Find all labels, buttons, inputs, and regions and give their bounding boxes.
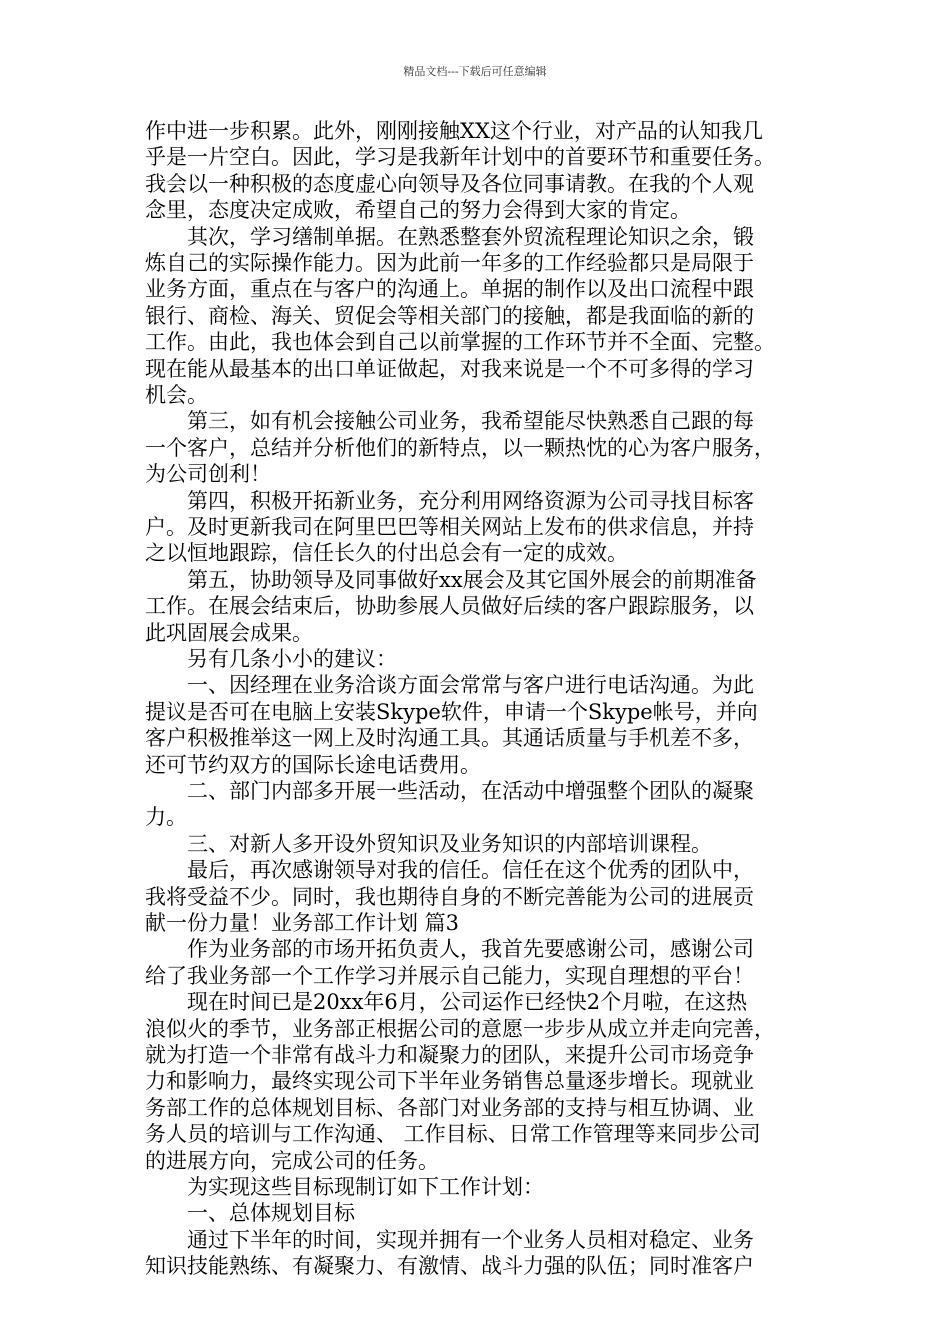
page-header: 精品文档---下载后可任意编辑 [403, 65, 547, 78]
text-line: 务部工作的总体规划目标、各部门对业务部的支持与相互协调、业 [145, 1095, 754, 1120]
text-line: 三、对新人多开设外贸知识及业务知识的内部培训课程。 [145, 831, 712, 856]
text-line: 为公司创利！ [145, 462, 271, 487]
text-line: 为实现这些目标现制订如下工作计划： [145, 1175, 544, 1199]
text-line: 乎是一片空白。因此，学习是我新年计划中的首要环节和重要任务。 [145, 145, 775, 170]
text-line: 力和影响力，最终实现公司下半年业务销售总量逐步增长。现就业 [145, 1069, 754, 1094]
text-line: 作中进一步积累。此外，刚刚接触XX这个行业，对产品的认知我几 [145, 119, 763, 143]
text-line: 献一份力量！业务部工作计划 篇3 [145, 911, 460, 935]
text-line: 作为业务部的市场开拓负责人，我首先要感谢公司，感谢公司 [145, 937, 754, 962]
text-line: 炼自己的实际操作能力。因为此前一年多的工作经验都只是局限于 [145, 251, 754, 275]
text-line: 务人员的培训与工作沟通、 工作目标、日常工作管理等来同步公司 [145, 1122, 761, 1147]
text-line: 最后，再次感谢领导对我的信任。信任在这个优秀的团队中， [145, 858, 754, 883]
text-line: 户。及时更新我司在阿里巴巴等相关网站上发布的供求信息，并持 [145, 515, 754, 539]
text-line: 一个客户，总结并分析他们的新特点，以一颗热忱的心为客户服务， [145, 435, 775, 460]
text-line: 知识技能熟练、有凝聚力、有激情、战斗力强的队伍；同时准客户 [145, 1254, 754, 1279]
text-line: 给了我业务部一个工作学习并展示自己能力，实现自理想的平台！ [145, 963, 754, 988]
text-line: 念里，态度决定成败，希望自己的努力会得到大家的肯定。 [145, 198, 691, 223]
text-line: 银行、商检、海关、贸促会等相关部门的接触，都是我面临的新的 [145, 303, 754, 328]
text-line: 机会。 [145, 383, 208, 407]
text-line: 现在时间已是20xx年6月，公司运作已经快2个月啦，在这热 [145, 990, 748, 1015]
text-line: 工作。在展会结束后，协助参展人员做好后续的客户跟踪服务，以 [145, 594, 754, 619]
text-line: 之以恒地跟踪，信任长久的付出总会有一定的成效。 [145, 541, 628, 566]
text-line: 另有几条小小的建议： [145, 647, 397, 671]
text-line: 我会以一种积极的态度虚心向领导及各位同事请教。在我的个人观 [145, 171, 754, 196]
text-line: 第四，积极开拓新业务，充分利用网络资源为公司寻找目标客 [145, 488, 754, 513]
text-line: 业务方面，重点在与客户的沟通上。单据的制作以及出口流程中跟 [145, 277, 754, 302]
text-line: 力。 [145, 805, 187, 830]
text-line: 二、部门内部多开展一些活动，在活动中增强整个团队的凝聚 [145, 779, 754, 803]
text-line: 一、总体规划目标 [145, 1201, 355, 1226]
text-line: 其次，学习缮制单据。在熟悉整套外贸流程理论知识之余，锻 [145, 224, 754, 249]
text-line: 通过下半年的时间，实现并拥有一个业务人员相对稳定、业务 [145, 1227, 754, 1252]
text-line: 一、因经理在业务洽谈方面会常常与客户进行电话沟通。为此 [145, 673, 754, 698]
text-line: 我将受益不少。同时，我也期待自身的不断完善能为公司的进展贡 [145, 884, 754, 909]
text-line: 第五，协助领导及同事做好xx展会及其它国外展会的前期准备 [145, 567, 757, 592]
text-line: 就为打造一个非常有战斗力和凝聚力的团队，来提升公司市场竞争 [145, 1043, 754, 1067]
text-line: 还可节约双方的国际长途电话费用。 [145, 752, 481, 777]
text-line: 的进展方向，完成公司的任务。 [145, 1148, 439, 1173]
text-line: 现在能从最基本的出口单证做起，对我来说是一个不可多得的学习 [145, 356, 754, 381]
text-line: 工作。由此，我也体会到自己以前掌握的工作环节并不全面、完整。 [145, 330, 775, 355]
text-line: 浪似火的季节，业务部正根据公司的意愿一步步从成立并走向完善， [145, 1016, 775, 1041]
text-line: 第三，如有机会接触公司业务，我希望能尽快熟悉自己跟的每 [145, 409, 754, 434]
text-line: 此巩固展会成果。 [145, 620, 313, 645]
text-line: 客户积极推举这一网上及时沟通工具。其通话质量与手机差不多， [145, 726, 754, 751]
text-line: 提议是否可在电脑上安装Skype软件，申请一个Skype帐号，并向 [145, 699, 758, 724]
